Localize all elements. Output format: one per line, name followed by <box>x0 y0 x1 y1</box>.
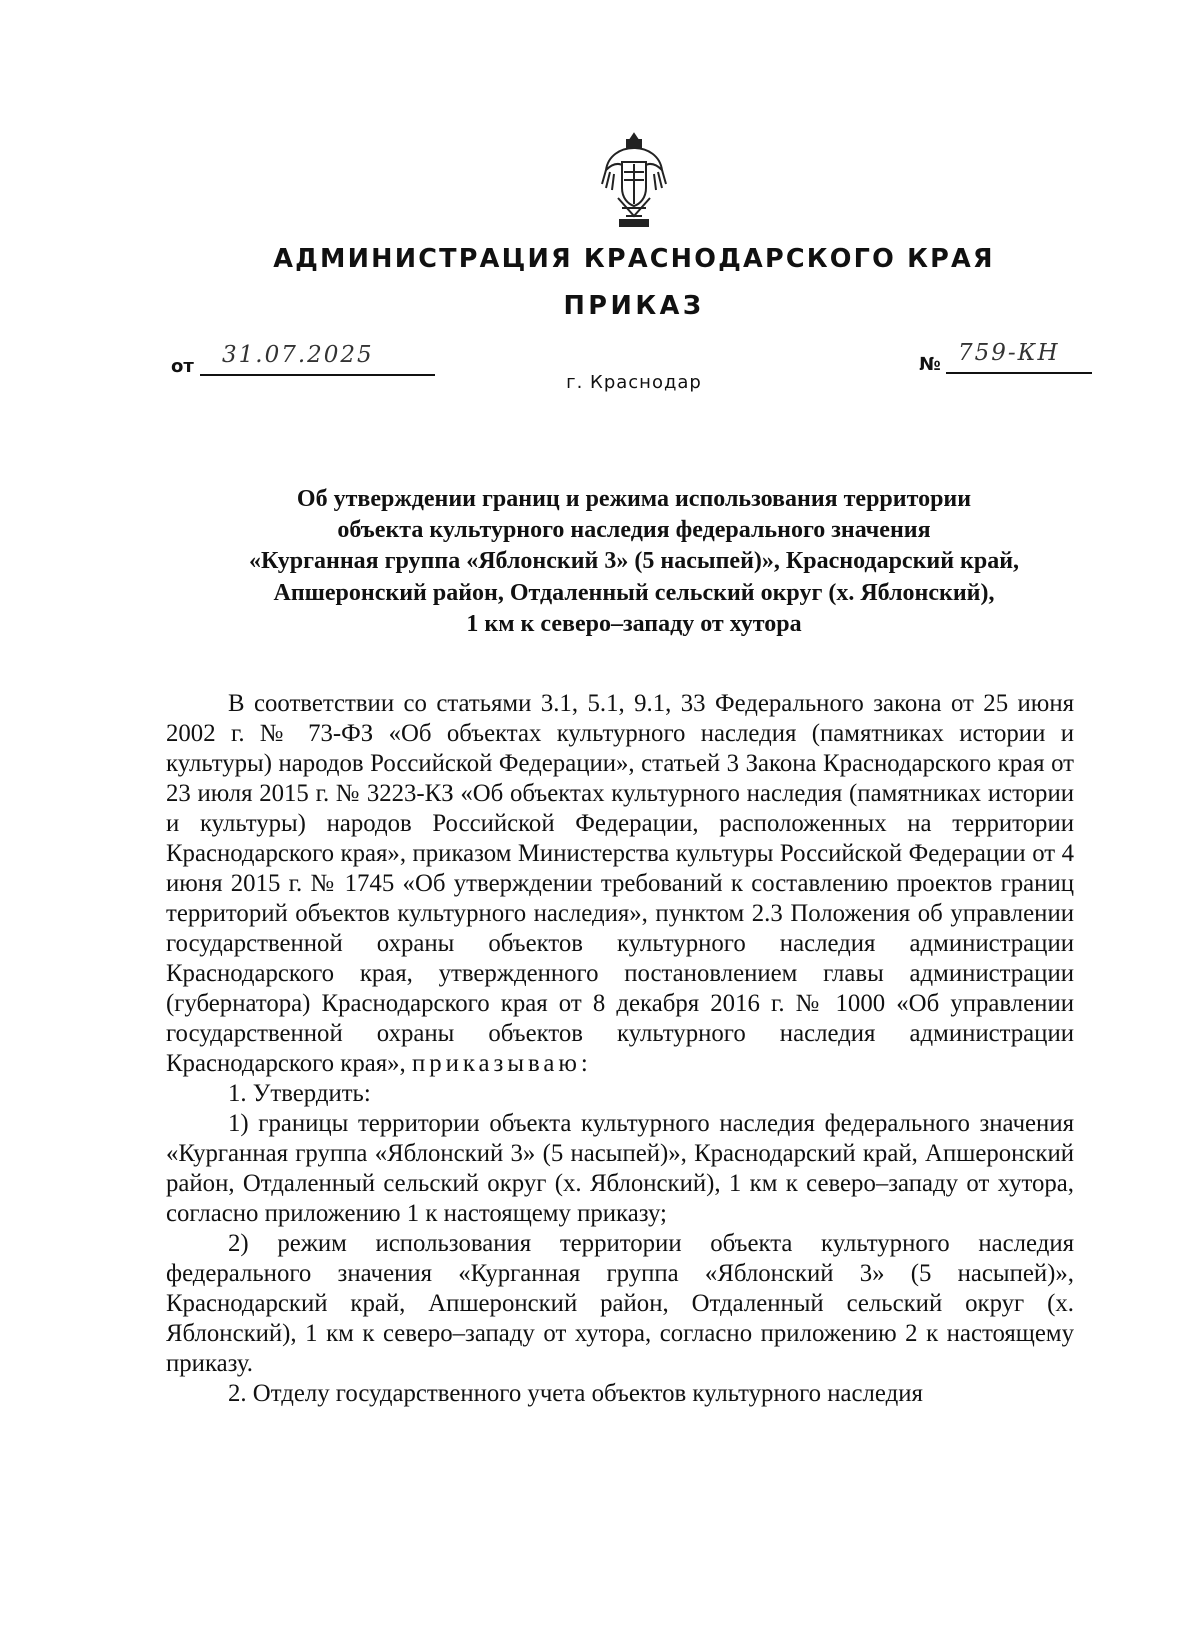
preamble-text: В соответствии со статьями 3.1, 5.1, 9.1, 33 Федерального закона от 25 июня 2002 г. № 73-ФЗ «Об объектах культурного наследия (памятниках истории и культуры) народов Российской Федерации», статьей 3 Закона Краснодарского края от 23 июля 2015 г. № 3223-КЗ «Об объектах культурного наследия (памятниках истории и культуры) народов Российской Федерации, расположенных на территории Краснодарского края», приказом Министерства культуры Российской Федерации от 4 июня 2015 г. № 1745 «Об утверждении требований к составлению проектов границ территорий объектов культурного наследия», пунктом 2.3 Положения об управлении государственной охраны объектов культурного наследия администрации Краснодарского края, утвержденного постановлением главы администрации (губернатора) Краснодарского края от 8 декабря 2016 г. № 1000 «Об управлении государственной охраны объектов культурного наследия администрации Краснодарского края», <box>166 690 1074 1077</box>
item-1: 1. Утвердить: <box>228 1080 371 1107</box>
item-2: 2. Отделу государственного учета объектов культурного наследия <box>228 1380 923 1407</box>
item-1-2: 2) режим использования территории объекта культурного наследия федерального значения «Курганная группа «Яблонский 3» (5 насыпей)», Краснодарский край, Апшеронский район, Отдаленный сельский округ (х. Яблонский), 1 км к северо–западу от хутора, согласно приложению 2 к настоящему приказу. <box>166 1230 1074 1377</box>
handwritten-number: 759-КН <box>958 340 1060 366</box>
date-prefix: от <box>171 356 194 377</box>
title-line: «Курганная группа «Яблонский 3» (5 насыпей)», Краснодарский край, <box>248 548 1020 575</box>
title-line: Апшеронский район, Отдаленный сельский округ (х. Яблонский), <box>273 579 995 606</box>
number-prefix: № <box>919 354 941 375</box>
title-line: 1 км к северо–западу от хутора <box>466 610 802 637</box>
document-body <box>166 689 1074 1409</box>
title-line: Об утверждении границ и режима использования территории <box>296 486 972 512</box>
document-type: ПРИКАЗ <box>563 291 705 321</box>
title-line: объекта культурного наследия федерального значения <box>337 517 931 544</box>
organization-name: АДМИНИСТРАЦИЯ КРАСНОДАРСКОГО КРАЯ <box>273 244 995 274</box>
document-title <box>160 484 1108 640</box>
item-1-1: 1) границы территории объекта культурного наследия федерального значения «Курганная группа «Яблонский 3» (5 насыпей)», Краснодарский край, Апшеронский район, Отдаленный сельский округ (х. Яблонский), 1 км к северо–западу от хутора, согласно приложению 1 к настоящему приказу; <box>166 1110 1074 1227</box>
coat-of-arms-icon <box>598 132 670 228</box>
order-word: приказываю: <box>411 1050 592 1077</box>
city: г. Краснодар <box>566 372 702 393</box>
preamble-paragraph <box>166 689 1074 1079</box>
handwritten-date: 31.07.2025 <box>222 342 374 368</box>
